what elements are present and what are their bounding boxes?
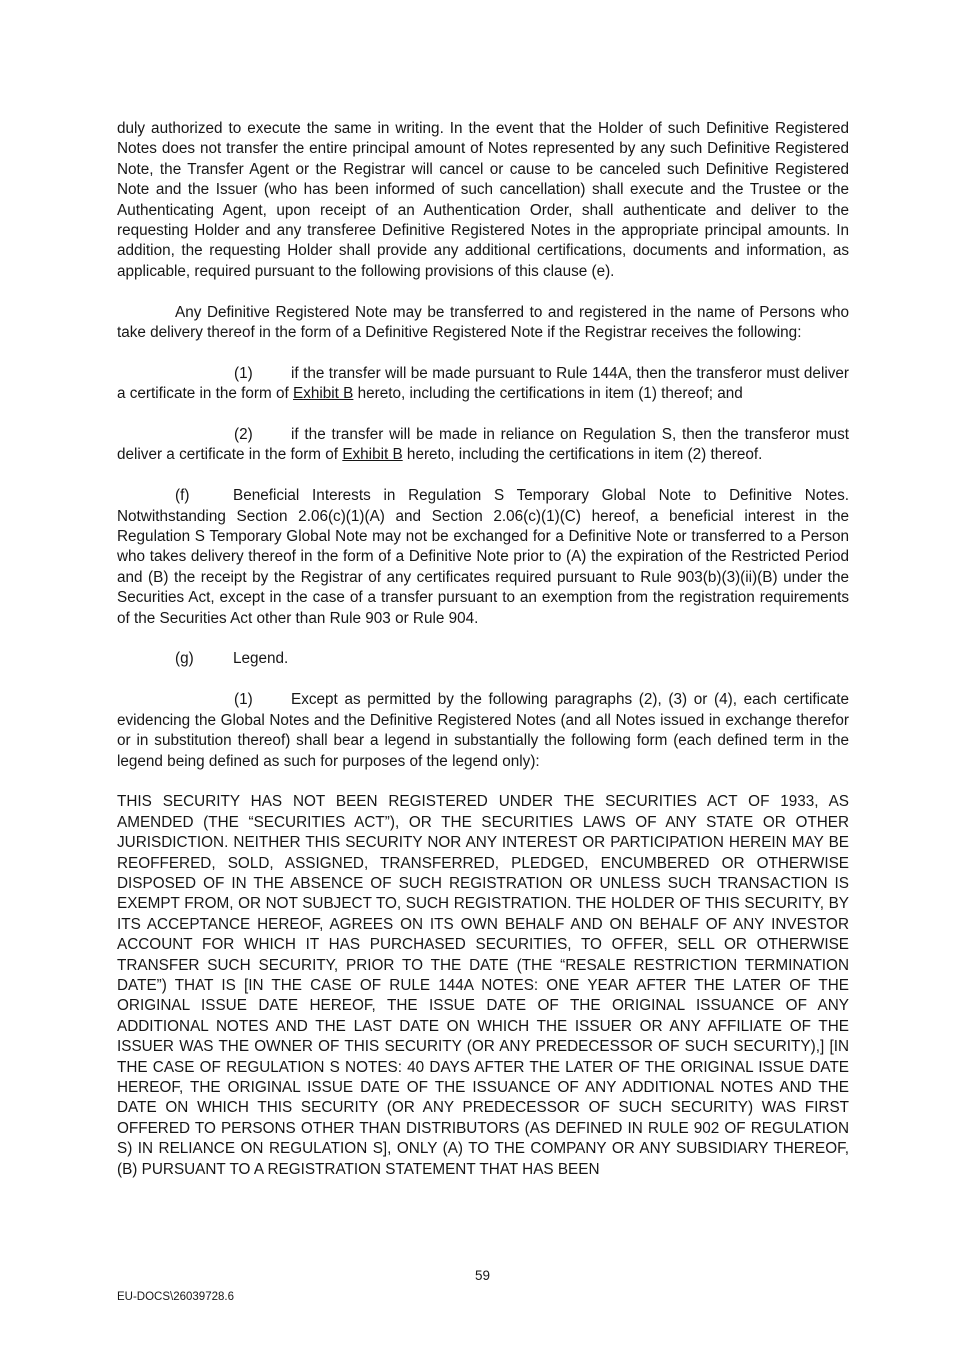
paragraph-label: (1) (234, 364, 253, 382)
paragraph-text: Beneficial Interests in Regulation S Temporary Global Note to Definitive Notes. Notwithstanding Section 2.06(c)(1)(A) and Section 2.06(c)(1)(C) hereof, a beneficial interest in the Regulation S Temporary Global Note may not be exchanged for a Definitive Note or transferred to a Person who takes delivery thereof in the form of a Definitive Note prior to (A) the expiration of the Restricted Period and (B) the receipt by the Registrar of any certificates required pursuant to Rule 903(b)(3)(ii)(B) under the Securities Act, except in the case of a transfer pursuant to an exemption from the registration requirements of the Securities Act other than Rule 903 or Rule 904. (117, 487, 849, 627)
paragraph-label: (1) (234, 691, 253, 709)
paragraph-continuation-clause-e (117, 119, 849, 282)
paragraph-text: hereto, including the certifications in item (1) thereof; and (353, 385, 743, 403)
document-id-footer: EU-DOCS\26039728.6 (117, 1291, 234, 1303)
paragraph-text: Legend. (233, 650, 289, 668)
paragraph-item-1-rule-144a-transfer (117, 364, 849, 405)
paragraph-clause-f-beneficial-interests (117, 486, 849, 629)
paragraph-label: (g) (175, 650, 194, 668)
paragraph-text: Except as permitted by the following paragraphs (2), (3) or (4), each certificate evidencing the Global Notes and the Definitive Registered Notes (and all Notes issued in exchange therefor or in substitution thereof) shall bear a legend in substantially the following form (each defined term in the legend being defined as such for purposes of the legend only): (117, 691, 849, 770)
paragraph-item-2-regulation-s-transfer (117, 425, 849, 466)
paragraph-text: Any Definitive Registered Note may be transferred to and registered in the name of Persons who take delivery thereof in the form of a Definitive Registered Note if the Registrar receives the following: (117, 303, 849, 342)
underlined-text: Exhibit B (342, 446, 403, 464)
paragraph-securities-act-legend-block (117, 792, 849, 1180)
page-number: 59 (474, 1268, 491, 1283)
paragraph-text: THIS SECURITY HAS NOT BEEN REGISTERED UNDER THE SECURITIES ACT OF 1933, AS AMENDED (THE “SECURITIES ACT”), OR THE SECURITIES LAWS OF ANY STATE OR OTHER JURISDICTION. NEITHER THIS SECURITY NOR ANY INTEREST OR PARTICIPATION HEREIN MAY BE REOFFERED, SOLD, ASSIGNED, TRANSFERRED, PLEDGED, ENCUMBERED OR OTHERWISE DISPOSED OF IN THE ABSENCE OF SUCH REGISTRATION OR UNLESS SUCH TRANSACTION IS EXEMPT FROM, OR NOT SUBJECT TO, SUCH REGISTRATION. THE HOLDER OF THIS SECURITY, BY ITS ACCEPTANCE HEREOF, AGREES ON ITS OWN BEHALF AND ON BEHALF OF ANY INVESTOR ACCOUNT FOR WHICH IT HAS PURCHASED SECURITIES, TO OFFER, SELL OR OTHERWISE TRANSFER SUCH SECURITY, PRIOR TO THE DATE (THE “RESALE RESTRICTION TERMINATION DATE”) THAT IS [IN THE CASE OF RULE 144A NOTES: ONE YEAR AFTER THE LATER OF THE ORIGINAL ISSUE DATE HEREOF, THE ISSUE DATE OF THE ORIGINAL ISSUANCE OF ANY ADDITIONAL NOTES AND THE LAST DATE ON WHICH THE ISSUER OR ANY AFFILIATE OF THE ISSUER WAS THE OWNER OF THIS SECURITY (OR ANY PREDECESSOR OF SUCH SECURITY),] [IN THE CASE OF REGULATION S NOTES: 40 DAYS AFTER THE LATER OF THE ORIGINAL ISSUE DATE HEREOF, THE ORIGINAL ISSUE DATE OF THE ISSUANCE OF ANY ADDITIONAL NOTES AND THE DATE ON WHICH THIS SECURITY (OR ANY PREDECESSOR OF SUCH SECURITY) WAS FIRST OFFERED TO PERSONS OTHER THAN DISTRIBUTORS (AS DEFINED IN RULE 902 OF REGULATION S) IN RELIANCE ON REGULATION S], ONLY (A) TO THE COMPANY OR ANY SUBSIDIARY THEREOF, (B) PURSUANT TO A REGISTRATION STATEMENT THAT HAS BEEN (117, 793, 849, 1178)
paragraph-label: (2) (234, 426, 253, 444)
paragraph-text: if the transfer will be made in reliance on Regulation S, then the transferor must deliver a certificate in the form of (117, 426, 849, 464)
paragraph-any-definitive-registered-note (117, 303, 849, 344)
paragraph-item-1-except-as-permitted (117, 690, 849, 772)
underlined-text: Exhibit B (293, 385, 354, 403)
document-content (117, 119, 849, 1200)
paragraph-text: hereto, including the certifications in item (2) thereof. (402, 446, 763, 464)
paragraph-label: (f) (175, 487, 190, 505)
paragraph-text: duly authorized to execute the same in writing. In the event that the Holder of such Definitive Registered Notes does not transfer the entire principal amount of Notes represented by any such Definitive Registered Note, the Transfer Agent or the Registrar will cancel or cause to be canceled such Definitive Registered Note and the Issuer (who has been informed of such cancellation) shall execute and the Trustee or the Authenticating Agent, upon receipt of an Authentication Order, shall authenticate and deliver to the requesting Holder and any transferee Definitive Registered Notes in the appropriate principal amounts. In addition, the requesting Holder shall provide any additional certifications, documents and information, as applicable, required pursuant to the following provisions of this clause (e). (117, 120, 849, 280)
paragraph-clause-g-legend (117, 649, 849, 669)
paragraph-text: if the transfer will be made pursuant to Rule 144A, then the transferor must deliver a certificate in the form of (117, 364, 849, 403)
